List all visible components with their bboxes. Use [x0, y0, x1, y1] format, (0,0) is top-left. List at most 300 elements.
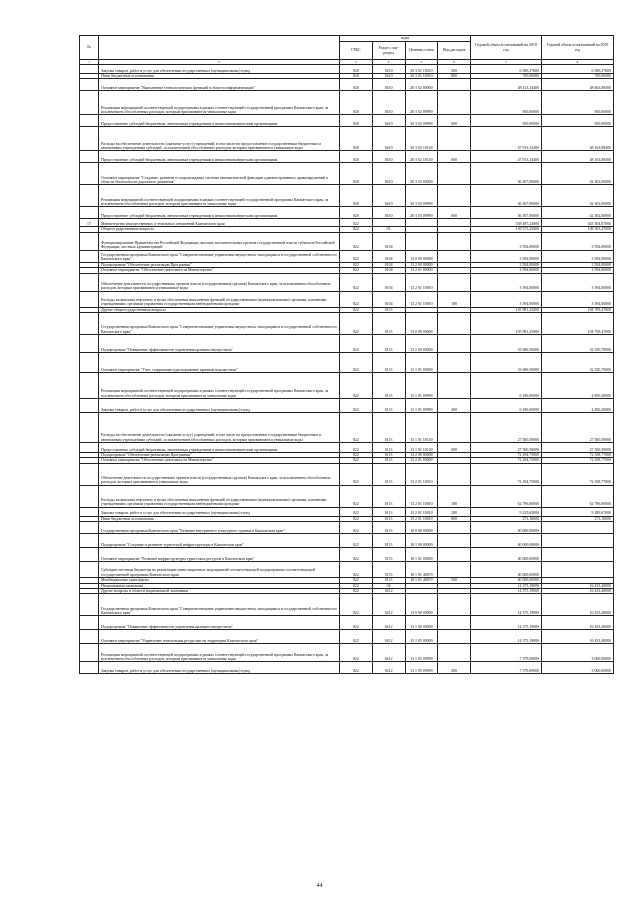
row-number [80, 353, 99, 373]
row-name: Реализация мероприятий соответствующей подпрограммы в рамках соответствующей государственной программы Камчатского края, за исключением обособленных расходов, которым присваиваются уникальные коды [99, 644, 340, 662]
row-number [80, 507, 99, 516]
row-2018: 33 686,50000 [471, 335, 542, 353]
row-2019: 62 796,00000 [542, 485, 614, 507]
row-number [80, 644, 99, 662]
row-grbs: 822 [340, 227, 373, 232]
row-number [80, 207, 99, 219]
row-grbs: 822 [340, 313, 373, 335]
row-2019: 42 302,00000 [542, 185, 614, 207]
row-2018: 273,10000 [471, 516, 542, 521]
header-name [99, 36, 340, 60]
row-target: 13 1 01 09990 [405, 399, 438, 413]
row-exptype: 200 [438, 507, 471, 516]
row-2019: 3 594,00000 [542, 232, 614, 250]
row-name: Закупка товаров, работ и услуг для обеспечения государственных (муниципальных) нужд [99, 662, 340, 674]
table-row [80, 79, 614, 91]
table-row [80, 65, 614, 74]
row-number [80, 443, 99, 453]
row-2019: 108 303,47000 [542, 227, 614, 232]
row-number [80, 594, 99, 616]
row-grbs: 822 [340, 463, 373, 485]
row-2018: 14 375,19000 [471, 630, 542, 644]
row-2019: 273,10000 [542, 516, 614, 521]
row-grbs: 820 [340, 163, 373, 185]
row-name: Предоставление субсидий бюджетным, автономным учреждениям и иным некоммерческим организациям [99, 207, 340, 219]
row-target [405, 232, 438, 250]
row-2018: 27 500,50000 [471, 443, 542, 453]
row-number [80, 273, 99, 291]
row-number [80, 485, 99, 507]
row-section: 0104 [372, 250, 405, 262]
row-2018: 6 080,27600 [471, 65, 542, 74]
row-2019 [542, 522, 614, 534]
row-number [80, 548, 99, 562]
table-row [80, 413, 614, 443]
row-2018: 3 594,00000 [471, 262, 542, 267]
row-2018: 3 594,00000 [471, 273, 542, 291]
table-row [80, 507, 614, 516]
row-target: 20 3 03 09990 [405, 207, 438, 219]
row-exptype [438, 548, 471, 562]
row-number [80, 662, 99, 674]
table-row [80, 163, 614, 185]
row-section: 0410 [372, 151, 405, 163]
row-number [80, 65, 99, 74]
row-2018: 72 294,75000 [471, 463, 542, 485]
row-2019: 48 163,88400 [542, 127, 614, 151]
row-2018: 9 225,65000 [471, 507, 542, 516]
row-2018: 72 294,75000 [471, 458, 542, 463]
row-2018: 27 500,50000 [471, 413, 542, 443]
row-section: 0113 [372, 373, 405, 399]
row-name: Предоставление субсидий бюджетным, автономным учреждениям и иным некоммерческим организациям [99, 443, 340, 453]
row-name: Расходы на обеспечение деятельности (оказание услуг) учреждений, в том числе на предоставление государственным бюджетным и автономным учреждениям субсидий, за исключением обособленных расходов, которым присваиваются уникальные коды [99, 413, 340, 443]
row-target: 13 1 01 10140 [405, 413, 438, 443]
header-codes: коды [340, 36, 471, 42]
row-grbs: 822 [340, 262, 373, 267]
row-section [372, 219, 405, 227]
row-section: 0113 [372, 399, 405, 413]
row-target: 13 2 01 10010 [405, 485, 438, 507]
row-grbs: 822 [340, 453, 373, 458]
row-target: 18 1 01 40070 [405, 578, 438, 583]
row-2018: 538 487,24000 [471, 219, 542, 227]
row-target: 13 2 01 00000 [405, 268, 438, 273]
row-2019: 42 302,00000 [542, 207, 614, 219]
row-2019: 3 000,00000 [542, 662, 614, 674]
row-2018: 40 000,00000 [471, 522, 542, 534]
row-exptype [438, 163, 471, 185]
row-2019: 27 500,50000 [542, 443, 614, 453]
row-exptype [438, 534, 471, 548]
row-section: 0412 [372, 589, 405, 594]
row-name: Другие вопросы в области национальной экономики [99, 589, 340, 594]
row-number [80, 463, 99, 485]
row-number [80, 373, 99, 399]
row-number [80, 399, 99, 413]
row-section: 0113 [372, 307, 405, 312]
row-grbs: 822 [340, 630, 373, 644]
row-section: 0113 [372, 534, 405, 548]
row-target: 13 2 00 00000 [405, 262, 438, 267]
row-2018: 500,00000 [471, 115, 542, 127]
row-grbs: 822 [340, 534, 373, 548]
row-name: Подпрограмма "Обеспечение реализации Программы" [99, 262, 340, 267]
row-exptype [438, 185, 471, 207]
table-row [80, 232, 614, 250]
row-section: 0412 [372, 644, 405, 662]
row-2018: 40 000,00000 [471, 534, 542, 548]
row-2018: 33 686,50000 [471, 353, 542, 373]
row-2018: 3 594,00000 [471, 250, 542, 262]
row-grbs: 822 [340, 578, 373, 583]
table-row [80, 522, 614, 534]
row-section: 0412 [372, 630, 405, 644]
row-exptype [438, 630, 471, 644]
row-number [80, 163, 99, 185]
table-row [80, 291, 614, 307]
row-grbs: 820 [340, 74, 373, 79]
row-section: 0113 [372, 522, 405, 534]
table-row [80, 548, 614, 562]
row-grbs: 822 [340, 485, 373, 507]
row-2019: 16 433,40000 [542, 594, 614, 616]
table-row [80, 219, 614, 227]
row-target: 18 1 01 40070 [405, 562, 438, 578]
row-exptype: 800 [438, 74, 471, 79]
row-exptype [438, 562, 471, 578]
header-target: Целевая статья [405, 42, 438, 60]
table-row [80, 399, 614, 413]
row-2018: 36 307,00000 [471, 185, 542, 207]
row-section: 0410 [372, 115, 405, 127]
row-exptype [438, 273, 471, 291]
row-2019: 3 594,00000 [542, 250, 614, 262]
colnum: 6 [438, 60, 471, 65]
row-exptype [438, 313, 471, 335]
row-target: 13 1 01 00000 [405, 353, 438, 373]
header-section: Раздел, под-раздел [372, 42, 405, 60]
row-grbs: 822 [340, 268, 373, 273]
table-row [80, 273, 614, 291]
row-2018: 14 375,19000 [471, 583, 542, 588]
row-name: Государственная программа Камчатского края "Совершенствование управления имуществом, находящимся в государственной собственности Камчатского края" [99, 594, 340, 616]
row-2019: 3 000,00000 [542, 644, 614, 662]
row-section: 0113 [372, 413, 405, 443]
row-2019: 3 594,00000 [542, 273, 614, 291]
row-section: 0410 [372, 79, 405, 91]
row-name: Расходы на обеспечение деятельности (оказание услуг) учреждений, в том числе на предоставление государственным бюджетным и автономным учреждениям субсидий, за исключением обособленных расходов, которым присваиваются уникальные коды [99, 127, 340, 151]
table-row [80, 353, 614, 373]
row-grbs: 822 [340, 307, 373, 312]
row-name: Государственная программа Камчатского края "Совершенствование управления имуществом, находящимся в государственной собственности Камчатского края" [99, 250, 340, 262]
row-name: Предоставление субсидий бюджетным, автономным учреждениям и иным некоммерческим организациям [99, 115, 340, 127]
row-2018: 7 579,69000 [471, 662, 542, 674]
row-2018: 6 186,00000 [471, 373, 542, 399]
row-2019: 42 302,00000 [542, 163, 614, 185]
row-section: 04 [372, 583, 405, 588]
row-exptype [438, 522, 471, 534]
row-grbs: 822 [340, 594, 373, 616]
row-2019: 16 433,40000 [542, 616, 614, 630]
row-2019: 16 433,40000 [542, 589, 614, 594]
row-number [80, 522, 99, 534]
row-grbs: 820 [340, 91, 373, 115]
table-row [80, 662, 614, 674]
row-name: Реализация мероприятий соответствующей подпрограммы в рамках соответствующей государственной программы Камчатского края, за исключением обособленных расходов, которым присваиваются уникальные коды [99, 185, 340, 207]
row-grbs: 822 [340, 413, 373, 443]
row-2018: 3 594,00000 [471, 268, 542, 273]
row-name: Иные бюджетные ассигнования [99, 74, 340, 79]
row-exptype: 800 [438, 516, 471, 521]
row-2019: 443 504,87000 [542, 219, 614, 227]
row-2018: 105 981,25000 [471, 313, 542, 335]
row-number [80, 313, 99, 335]
row-exptype [438, 373, 471, 399]
row-target: 13 1 01 09990 [405, 373, 438, 399]
row-2019: 700,00000 [542, 74, 614, 79]
table-row [80, 151, 614, 163]
row-exptype [438, 463, 471, 485]
table-row [80, 91, 614, 115]
row-target: 20 3 02 10140 [405, 127, 438, 151]
row-2018: 40 000,00000 [471, 578, 542, 583]
row-name: Основное мероприятие "Управление земельными ресурсами на территории Камчатского края" [99, 630, 340, 644]
row-target: 20 3 02 09990 [405, 91, 438, 115]
row-2018: 145 981,25000 [471, 307, 542, 312]
row-name: Основное мероприятие "Учет, содержание и распоряжение краевым имуществом" [99, 353, 340, 373]
row-section: 0113 [372, 463, 405, 485]
row-target: 13 0 00 00000 [405, 313, 438, 335]
row-target: 20 3 02 10140 [405, 151, 438, 163]
table-row [80, 115, 614, 127]
row-section: 0410 [372, 91, 405, 115]
row-2019: 3 594,00000 [542, 262, 614, 267]
row-target: 20 3 01 10010 [405, 74, 438, 79]
row-grbs: 822 [340, 458, 373, 463]
row-section: 0410 [372, 74, 405, 79]
row-2018: 149 575,25000 [471, 227, 542, 232]
row-target: 20 3 01 10010 [405, 65, 438, 74]
row-number [80, 232, 99, 250]
row-grbs: 822 [340, 589, 373, 594]
row-2019: 3 594,00000 [542, 268, 614, 273]
row-exptype [438, 644, 471, 662]
row-exptype [438, 594, 471, 616]
row-section: 0113 [372, 516, 405, 521]
row-2019: 72 358,77000 [542, 463, 614, 485]
header-exptype: Вид расходов [438, 42, 471, 60]
row-section: 0113 [372, 335, 405, 353]
row-2018: 72 294,75000 [471, 453, 542, 458]
row-grbs: 820 [340, 127, 373, 151]
row-exptype [438, 79, 471, 91]
row-number [80, 630, 99, 644]
row-section: 0113 [372, 562, 405, 578]
table-row [80, 207, 614, 219]
header-no: № [80, 36, 99, 60]
table-row [80, 185, 614, 207]
row-name: Закупка товаров, работ и услуг для обеспечения государственных (муниципальных) нужд [99, 507, 340, 516]
table-row [80, 335, 614, 353]
row-name: Основное мероприятие "Обеспечение деятельности Министерства" [99, 268, 340, 273]
row-exptype [438, 127, 471, 151]
row-number [80, 127, 99, 151]
row-grbs: 822 [340, 335, 373, 353]
row-target: 13 1 05 09990 [405, 644, 438, 662]
row-name: Функционирование Правительства Российской Федерации, высших исполнительных органов государственной власти субъектов Российской Федерации, местных администраций [99, 232, 340, 250]
row-exptype [438, 232, 471, 250]
row-section: 0412 [372, 662, 405, 674]
row-number [80, 413, 99, 443]
row-target: 13 2 01 00000 [405, 458, 438, 463]
row-2019: 32 350,70000 [542, 335, 614, 353]
row-2018: 3 594,00000 [471, 291, 542, 307]
row-name: Субсидии местным бюджетам на реализацию инвестиционных мероприятий соответствующей подпрограммы соответствующей государственной программы Камчатского края [99, 562, 340, 578]
table-row [80, 250, 614, 262]
row-2018: 7 579,69000 [471, 644, 542, 662]
header-2019: Годовой объем ассигнований на 2019 год [542, 36, 614, 60]
row-name: Другие общегосударственные вопросы [99, 307, 340, 312]
row-number [80, 91, 99, 115]
budget-table [79, 35, 614, 674]
row-section: 0113 [372, 507, 405, 516]
table-row [80, 562, 614, 578]
row-2019 [542, 562, 614, 578]
row-exptype: 600 [438, 207, 471, 219]
row-grbs: 822 [340, 250, 373, 262]
row-2019 [542, 534, 614, 548]
row-target: 20 3 02 09990 [405, 115, 438, 127]
table-row [80, 373, 614, 399]
row-name: Подпрограмма "Повышение эффективности управления краевым имуществом" [99, 335, 340, 353]
row-exptype: 200 [438, 65, 471, 74]
row-exptype: 500 [438, 578, 471, 583]
row-grbs: 822 [340, 353, 373, 373]
row-grbs: 822 [340, 644, 373, 662]
row-section: 0113 [372, 458, 405, 463]
colnum: 5 [405, 60, 438, 65]
row-grbs: 822 [340, 562, 373, 578]
row-2019: 16 433,40000 [542, 583, 614, 588]
row-target: 13 0 00 00000 [405, 250, 438, 262]
row-section: 0410 [372, 207, 405, 219]
row-2018: 47 913,34400 [471, 151, 542, 163]
row-grbs: 820 [340, 207, 373, 219]
row-name: Основное мероприятие "Создание, развитие и сопровождение системы автоматической фиксации административных правонарушений в области безопасности дорожного движения" [99, 163, 340, 185]
row-section: 0113 [372, 548, 405, 562]
row-section: 0113 [372, 353, 405, 373]
row-exptype: 200 [438, 399, 471, 413]
header-grbs: ГРБС [340, 42, 373, 60]
colnum: 1 [80, 60, 99, 65]
row-grbs: 822 [340, 373, 373, 399]
row-2018: 36 307,00000 [471, 207, 542, 219]
row-name: Обеспечение деятельности государственных органов власти (государственных органов) Камчатского края, за исключением обособленных расходов, которым присваиваются уникальные коды [99, 273, 340, 291]
row-name: Основное мероприятие "Развитие инфраструктуры туристских ресурсов в Камчатском крае" [99, 548, 340, 562]
row-exptype: 600 [438, 115, 471, 127]
row-2018: 47 913,34400 [471, 127, 542, 151]
row-2019: 27 500,50000 [542, 413, 614, 443]
row-target: 18 1 00 00000 [405, 534, 438, 548]
row-target: 13 0 00 00000 [405, 594, 438, 616]
colnum: 8 [542, 60, 614, 65]
table-row [80, 443, 614, 453]
row-section: 0104 [372, 268, 405, 273]
row-section: 0410 [372, 65, 405, 74]
table-row [80, 534, 614, 548]
row-target: 13 2 01 10010 [405, 507, 438, 516]
row-name: Основное мероприятие "Выполнение технологических функций в области информатизации" [99, 79, 340, 91]
colnum: 2 [99, 60, 340, 65]
row-exptype: 600 [438, 443, 471, 453]
row-section: 0412 [372, 616, 405, 630]
row-exptype [438, 413, 471, 443]
row-exptype [438, 335, 471, 353]
row-number [80, 534, 99, 548]
row-2019: 32 350,70000 [542, 353, 614, 373]
row-name: Обеспечение деятельности государственных органов власти (государственных органов) Камчатского края, за исключением обособленных расходов, которым присваиваются уникальные коды [99, 463, 340, 485]
row-section: 0113 [372, 578, 405, 583]
table-row [80, 127, 614, 151]
row-target: 18 0 00 00000 [405, 522, 438, 534]
row-target: 13 1 05 09990 [405, 662, 438, 674]
row-number [80, 291, 99, 307]
row-name: Расходы на выплаты персоналу в целях обеспечения выполнения функций государственными (муниципальными) органами, казенными учреждениями, органами управления государственными внебюджетными фондами [99, 291, 340, 307]
table-row [80, 594, 614, 616]
row-name: Закупка товаров, работ и услуг для обеспечения государственных (муниципальных) нужд [99, 65, 340, 74]
row-target: 13 2 01 10010 [405, 273, 438, 291]
row-grbs: 820 [340, 185, 373, 207]
row-section: 0410 [372, 163, 405, 185]
table-row [80, 463, 614, 485]
row-2019 [542, 548, 614, 562]
row-name: Закупка товаров, работ и услуг для обеспечения государственных (муниципальных) нужд [99, 399, 340, 413]
row-grbs: 820 [340, 115, 373, 127]
row-section: 0104 [372, 232, 405, 250]
row-grbs: 822 [340, 219, 373, 227]
row-number: 17 [80, 219, 99, 227]
row-target: 13 2 01 10010 [405, 463, 438, 485]
row-2018: 36 307,00000 [471, 163, 542, 185]
row-exptype [438, 91, 471, 115]
row-exptype: 100 [438, 291, 471, 307]
row-2019: 500,00000 [542, 91, 614, 115]
row-exptype: 200 [438, 662, 471, 674]
row-2019: 104 709,47000 [542, 313, 614, 335]
row-target: 13 1 00 00000 [405, 616, 438, 630]
row-target: 13 1 05 00000 [405, 630, 438, 644]
row-number [80, 335, 99, 353]
row-2019: 9 289,67000 [542, 507, 614, 516]
row-grbs: 822 [340, 232, 373, 250]
row-section: 0113 [372, 485, 405, 507]
row-grbs: 822 [340, 516, 373, 521]
row-grbs: 822 [340, 443, 373, 453]
table-row [80, 630, 614, 644]
row-number [80, 616, 99, 630]
row-grbs: 822 [340, 548, 373, 562]
row-target: 20 3 03 09990 [405, 185, 438, 207]
row-name: Иные бюджетные ассигнования [99, 516, 340, 521]
row-exptype [438, 219, 471, 227]
row-section: 0104 [372, 291, 405, 307]
row-grbs: 822 [340, 273, 373, 291]
row-target: 13 2 00 00000 [405, 453, 438, 458]
row-exptype: 100 [438, 485, 471, 507]
row-section: 0410 [372, 127, 405, 151]
row-name: Государственная программа Камчатского края "Совершенствование управления имуществом, находящимся в государственной собственности Камчатского края" [99, 313, 340, 335]
